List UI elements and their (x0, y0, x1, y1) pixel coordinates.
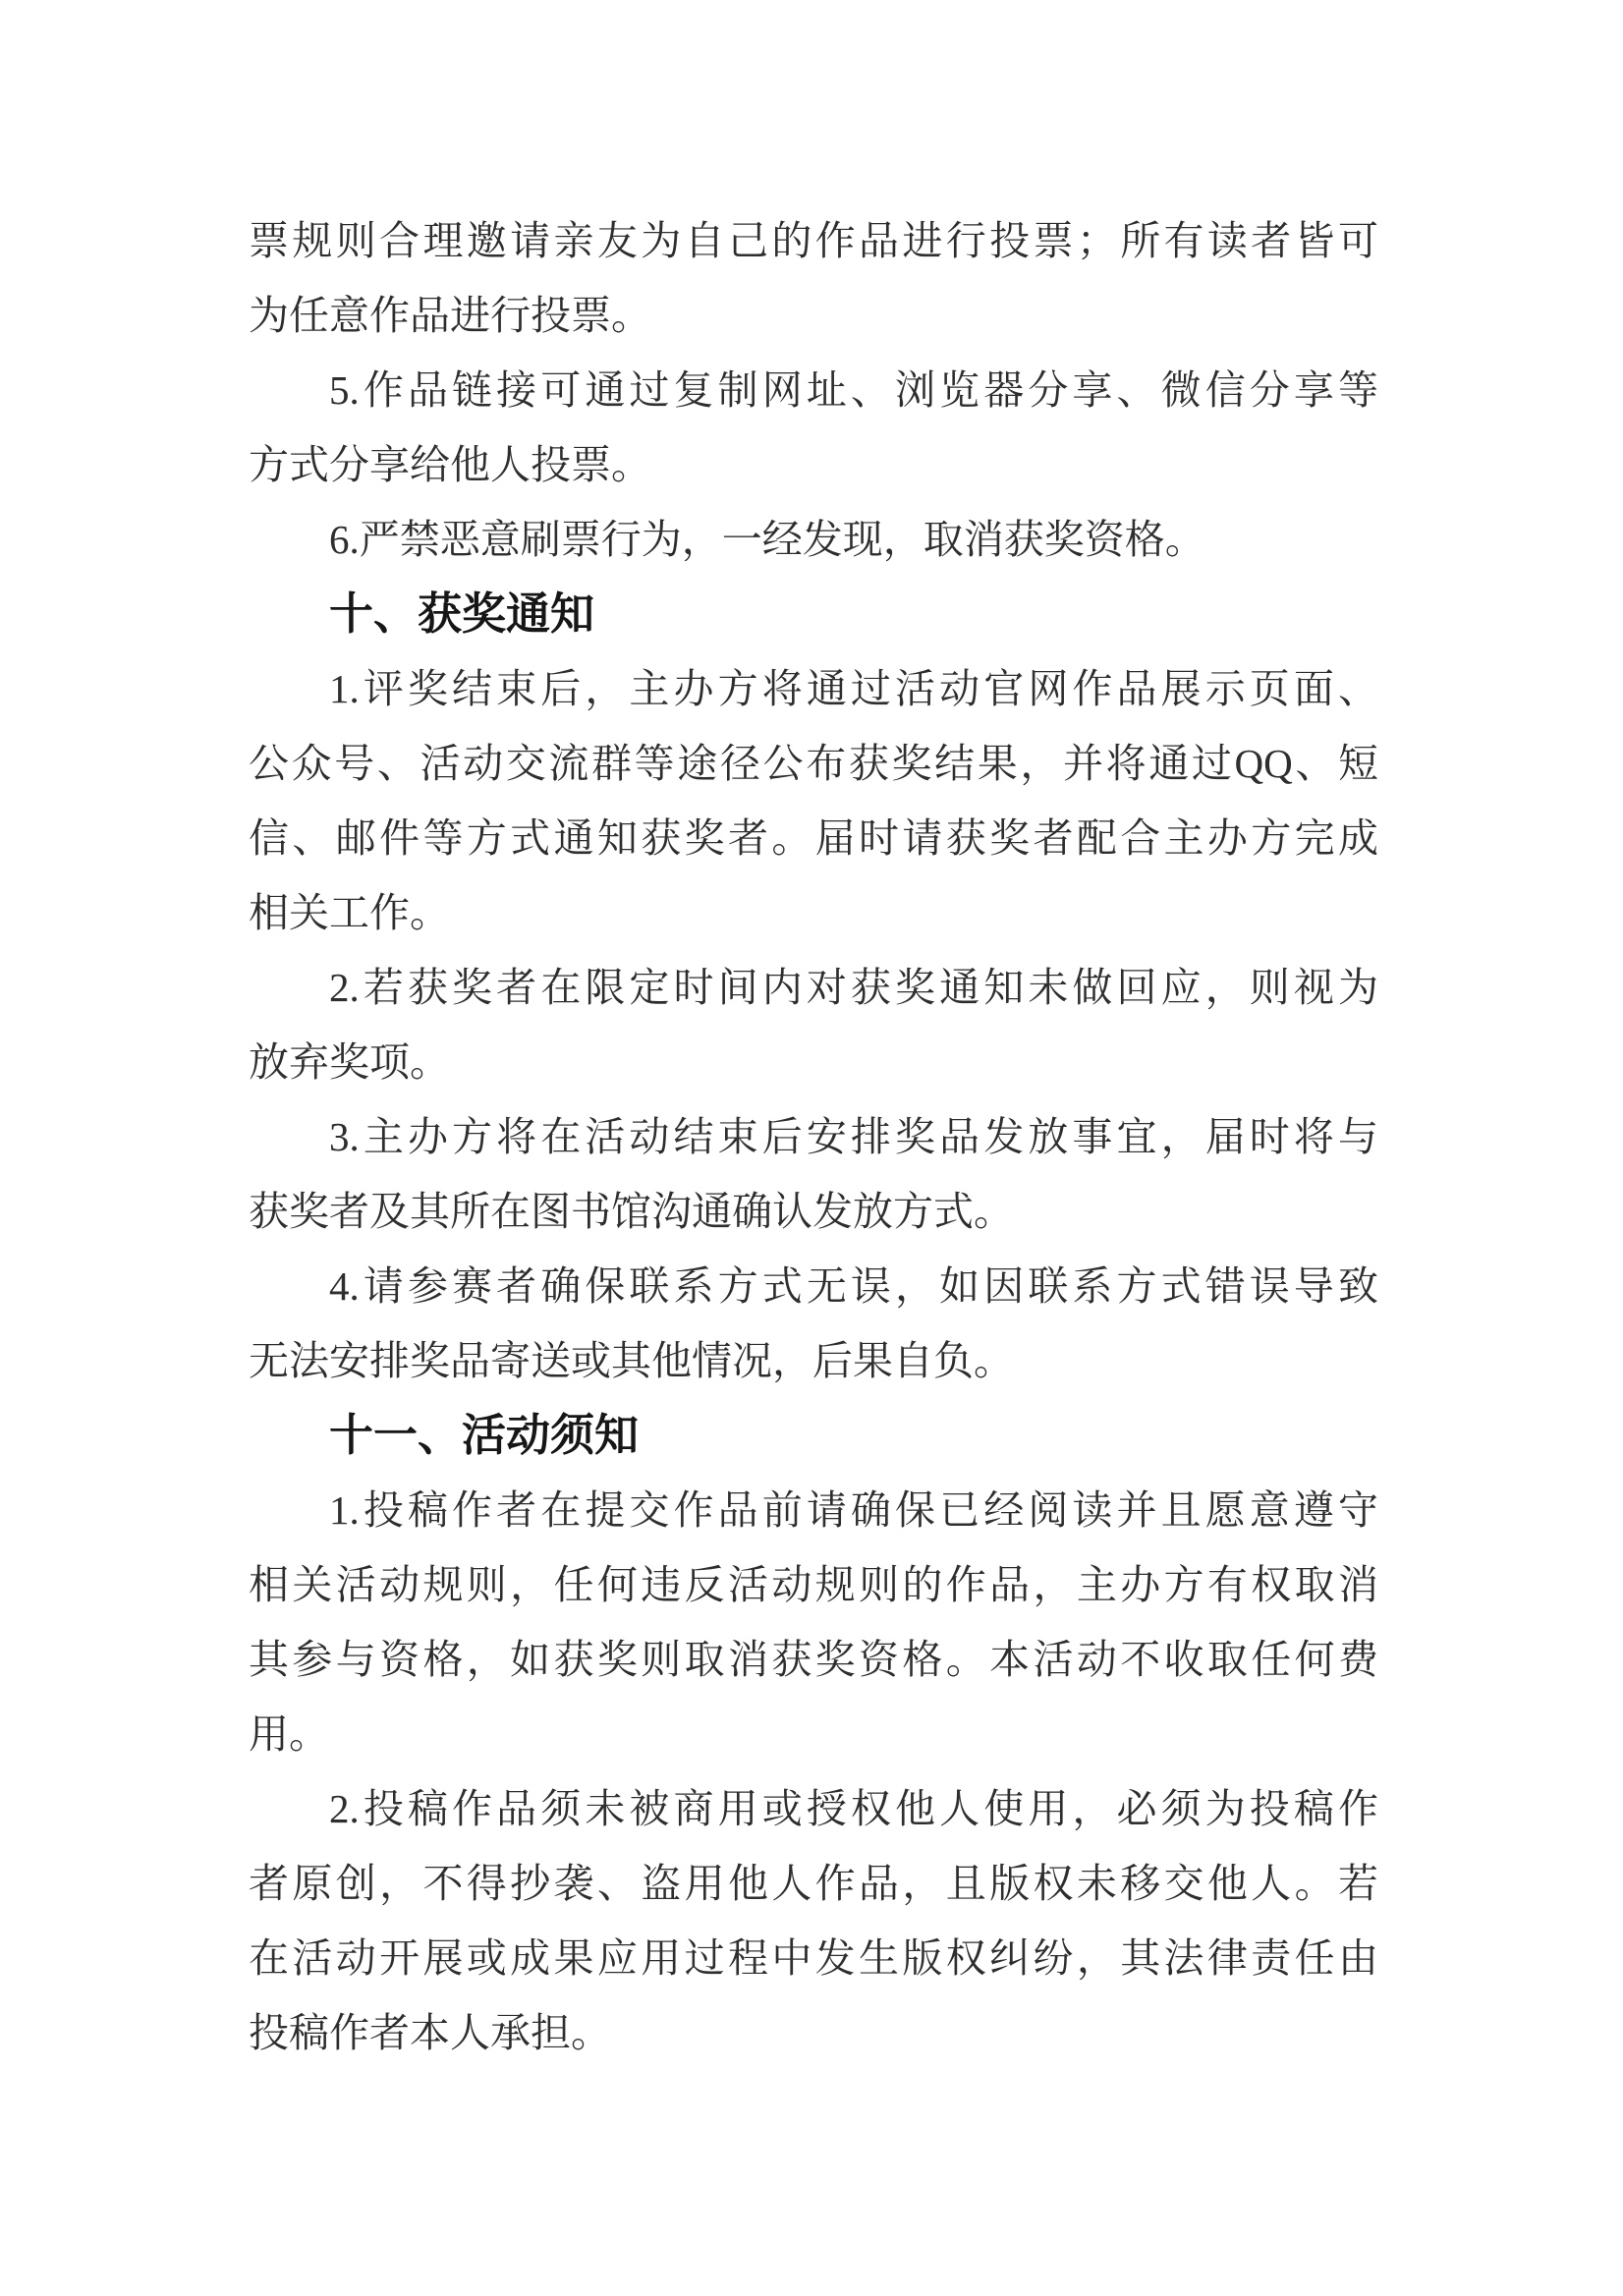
text-line: 2.投稿作品须未被商用或授权他人使用，必须为投稿作 (329, 1786, 1378, 1831)
paragraph (249, 1473, 1378, 1771)
paragraph (249, 950, 1378, 1099)
text-line: 放弃奖项。 (249, 1039, 450, 1085)
text-line: 相关活动规则，任何违反活动规则的作品，主办方有权取消 (249, 1562, 1378, 1607)
text-line: 2.若获奖者在限定时间内对获奖通知未做回应，则视为 (329, 965, 1378, 1010)
text-line: 4.请参赛者确保联系方式无误，如因联系方式错误导致 (329, 1263, 1378, 1309)
text-line: 公众号、活动交流群等途径公布获奖结果，并将通过QQ、短 (249, 741, 1378, 786)
text-line: 为任意作品进行投票。 (249, 293, 651, 338)
section-heading (249, 577, 1378, 651)
paragraph (249, 353, 1378, 502)
text-line: 在活动开展或成果应用过程中发生版权纠纷，其法律责任由 (249, 1935, 1378, 1981)
text-line: 用。 (249, 1711, 329, 1757)
text-line: 十、获奖通知 (329, 588, 595, 639)
text-line: 者原创，不得抄袭、盗用他人作品，且版权未移交他人。若 (249, 1861, 1378, 1906)
text-line: 1.评奖结束后，主办方将通过活动官网作品展示页面、 (329, 666, 1378, 711)
paragraph (249, 1249, 1378, 1398)
text-line: 3.主办方将在活动结束后安排奖品发放事宜，届时将与 (329, 1114, 1378, 1159)
text-line: 6.严禁恶意刷票行为，一经发现，取消获奖资格。 (329, 517, 1205, 562)
paragraph (249, 651, 1378, 950)
text-line: 投稿作者本人承担。 (249, 2010, 611, 2055)
text-line: 信、邮件等方式通知获奖者。届时请获奖者配合主办方完成 (249, 815, 1378, 861)
text-line: 票规则合理邀请亲友为自己的作品进行投票；所有读者皆可 (249, 218, 1378, 263)
paragraph (249, 1771, 1378, 2070)
text-line: 相关工作。 (249, 890, 450, 935)
paragraph (249, 502, 1378, 577)
text-line: 方式分享给他人投票。 (249, 442, 651, 487)
document-text-area (249, 203, 1378, 2070)
text-line: 其参与资格，如获奖则取消获奖资格。本活动不收取任何费 (249, 1637, 1378, 1682)
paragraph (249, 203, 1378, 353)
text-line: 获奖者及其所在图书馆沟通确认发放方式。 (249, 1189, 1014, 1234)
text-line: 1.投稿作者在提交作品前请确保已经阅读并且愿意遵守 (329, 1487, 1378, 1533)
text-line: 十一、活动须知 (329, 1410, 640, 1460)
text-line: 无法安排奖品寄送或其他情况，后果自负。 (249, 1338, 1014, 1383)
paragraph (249, 1099, 1378, 1249)
section-heading (249, 1398, 1378, 1473)
text-line: 5.作品链接可通过复制网址、浏览器分享、微信分享等 (329, 367, 1378, 413)
